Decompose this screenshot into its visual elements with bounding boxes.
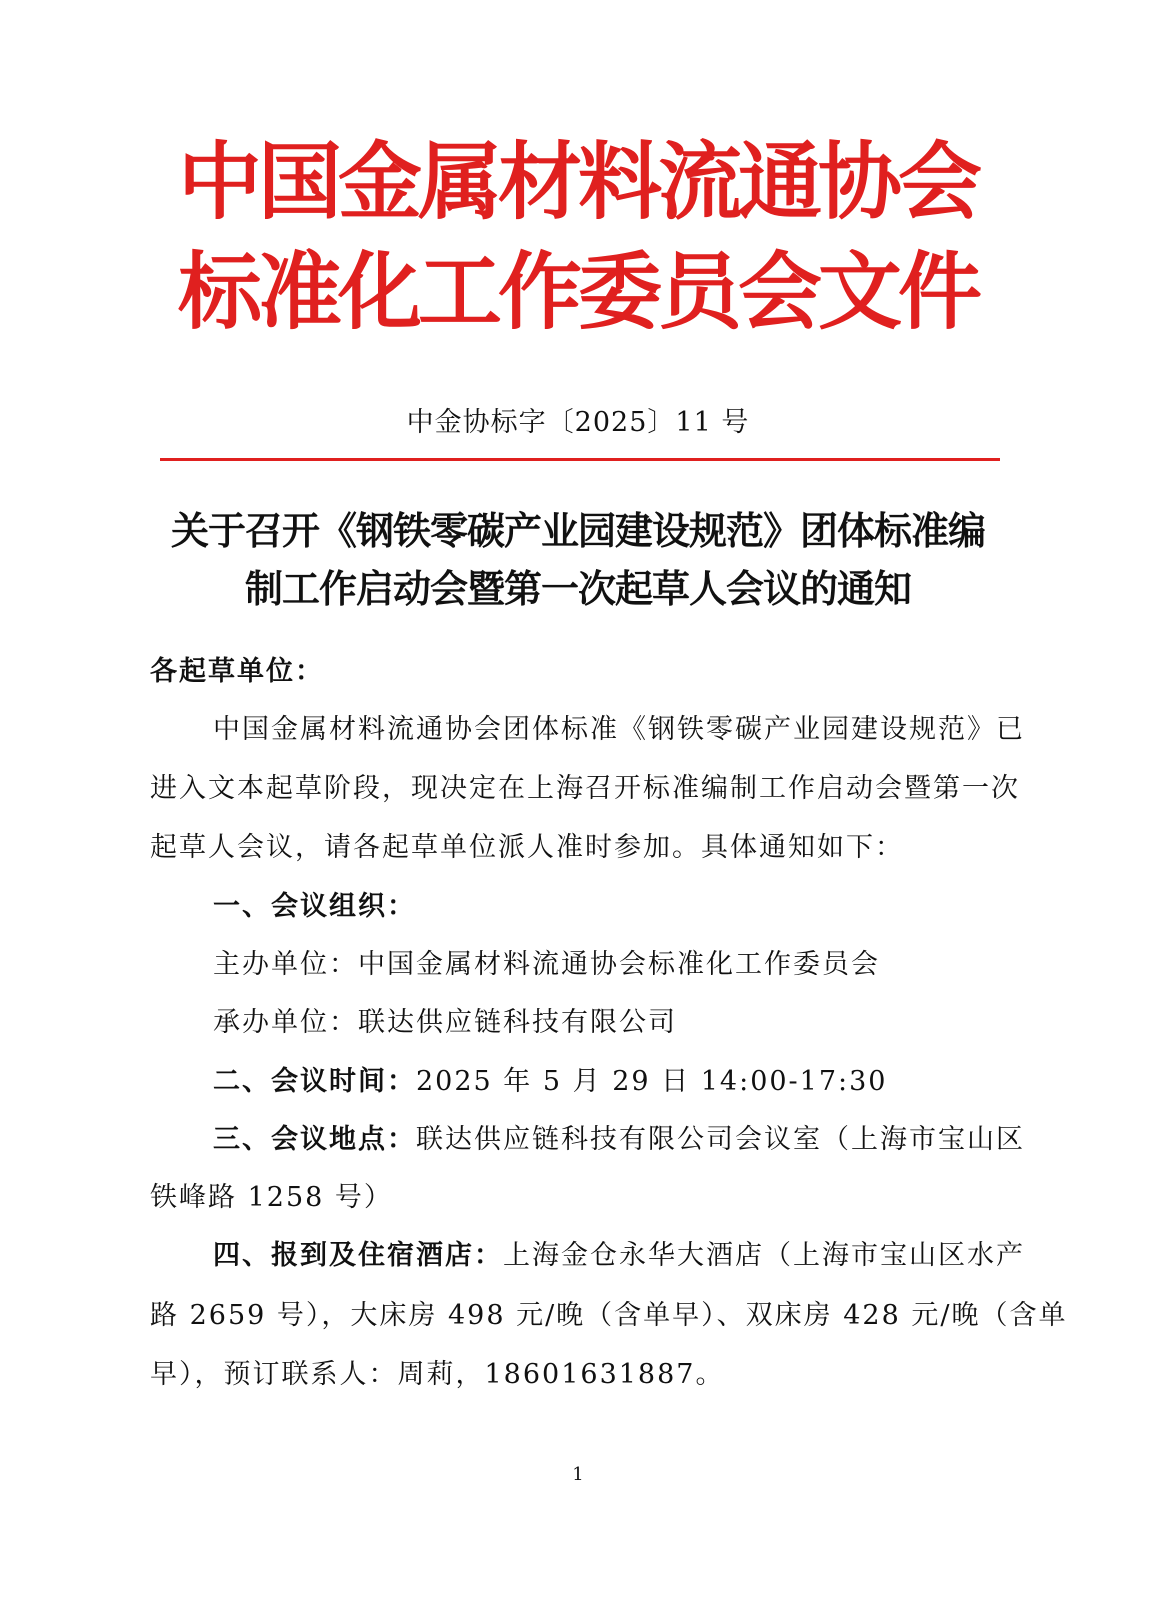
notice-title-line-2: 制工作启动会暨第一次起草人会议的通知 [244,567,911,611]
header-title-line-1: 中国金属材料流通协会 [177,133,978,231]
meeting-location-value-2: 铁峰路 1258 号） [150,1182,393,1213]
meeting-location-value-1: 联达供应链科技有限公司会议室（上海市宝山区 [416,1124,1025,1155]
intro-line-1: 中国金属材料流通协会团体标准《钢铁零碳产业园建设规范》已 [213,714,1025,745]
hotel-row [213,1242,1025,1269]
hotel-value-2: 路 2659 号），大床房 498 元/晚（含单早）、双床房 428 元/晚（含单 [150,1300,1068,1331]
section4-heading: 四、报到及住宿酒店： [213,1240,503,1271]
page-number: 1 [572,1464,584,1485]
meeting-location-row [213,1126,1025,1153]
intro-line-3: 起草人会议，请各起草单位派人准时参加。具体通知如下： [150,832,904,863]
section1-heading: 一、会议组织： [213,891,416,922]
header-title-line-2: 标准化工作委员会文件 [177,243,978,341]
hotel-value-3: 早），预订联系人：周莉，18601631887。 [150,1359,725,1390]
hotel-value-1: 上海金仓永华大酒店（上海市宝山区水产 [503,1240,1025,1271]
section2-heading: 二、会议时间： [213,1066,416,1097]
document-number: 中金协标字〔2025〕11 号 [406,407,750,438]
red-divider-rule [160,458,1000,461]
notice-title-line-1: 关于召开《钢铁零碳产业园建设规范》团体标准编 [170,509,985,553]
intro-line-2: 进入文本起草阶段，现决定在上海召开标准编制工作启动会暨第一次 [150,773,1020,804]
organizer-unit: 承办单位：联达供应链科技有限公司 [213,1007,677,1038]
section3-heading: 三、会议地点： [213,1124,416,1155]
host-unit: 主办单位：中国金属材料流通协会标准化工作委员会 [213,949,880,980]
meeting-time-row [213,1068,888,1095]
salutation: 各起草单位： [150,656,324,687]
meeting-time-value: 2025 年 5 月 29 日 14:00-17:30 [416,1066,888,1097]
